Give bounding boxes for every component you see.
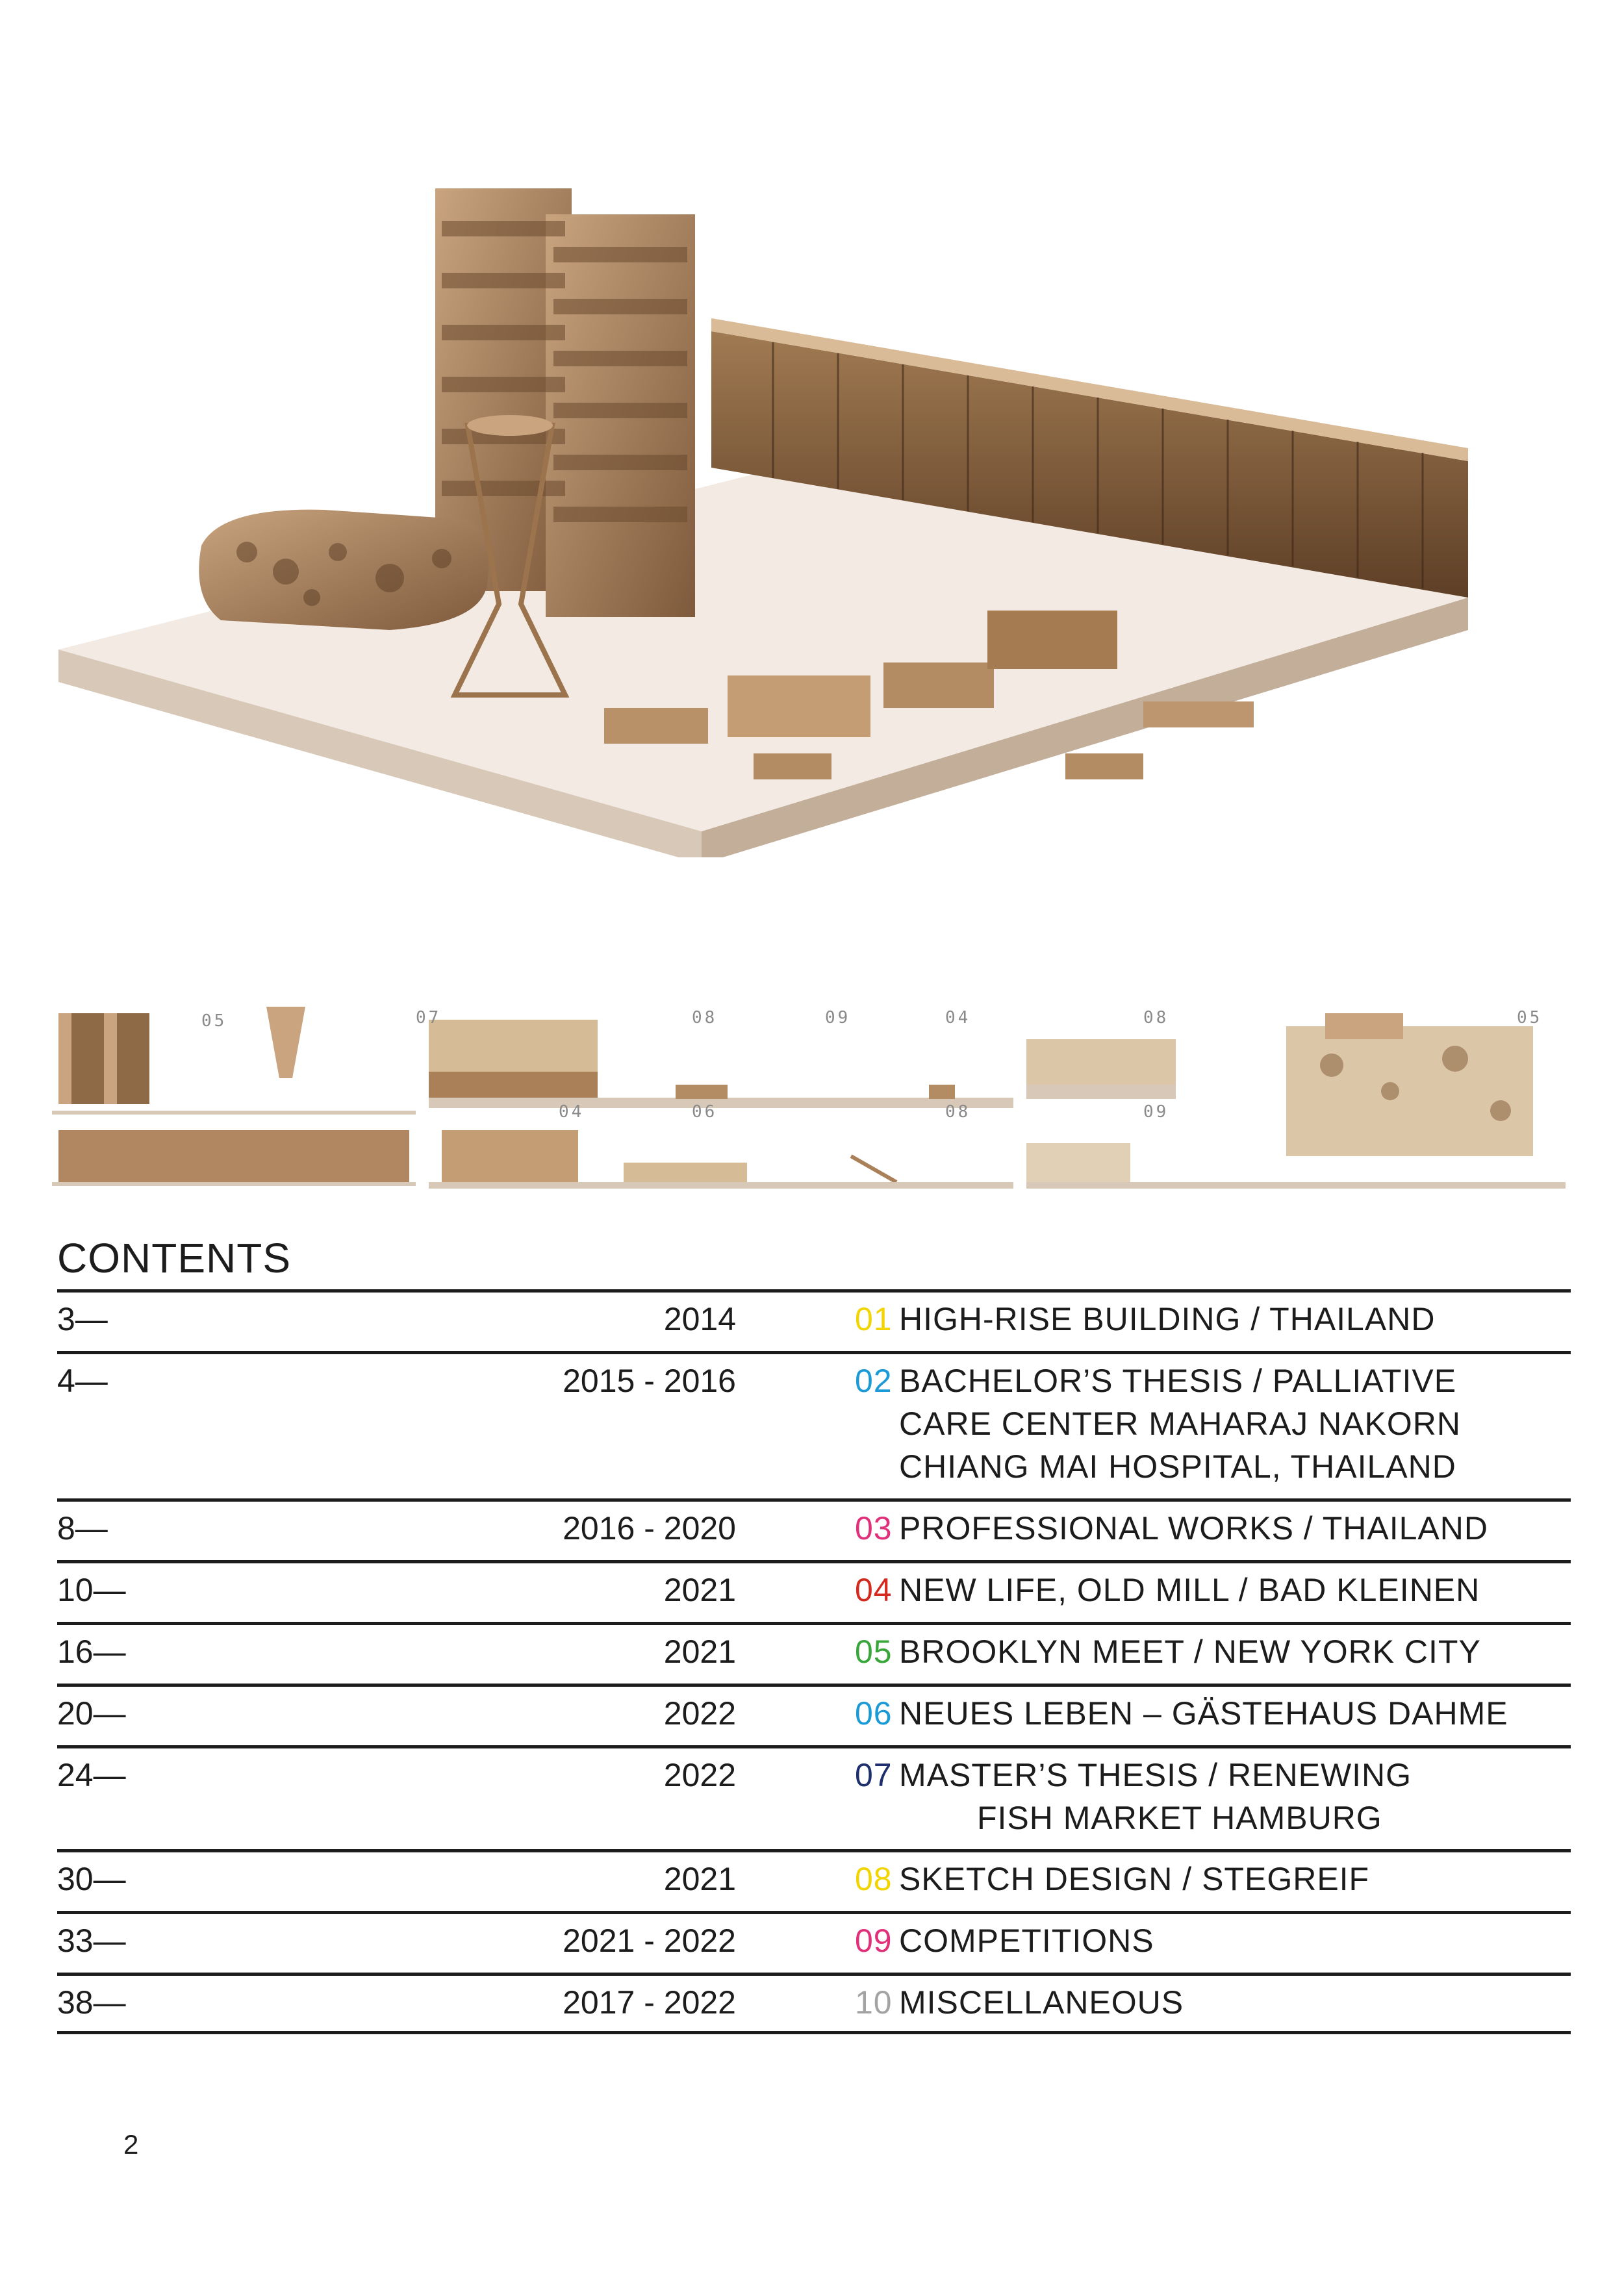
thumb-label: 04 xyxy=(559,1102,585,1122)
toc-title-line: NEUES LEBEN – GÄSTEHAUS DAHME xyxy=(899,1695,1508,1732)
toc-row xyxy=(57,1560,1571,1622)
toc-entry xyxy=(855,1858,1369,1900)
toc-years: 2022 xyxy=(663,1695,736,1732)
toc-number: 10 xyxy=(855,1984,893,2021)
toc-number: 09 xyxy=(855,1923,893,1959)
thumb-label: 06 xyxy=(692,1102,718,1122)
toc-row xyxy=(57,1973,1571,2034)
toc-page: 16— xyxy=(57,1634,126,1670)
toc-row xyxy=(57,1498,1571,1560)
toc-years: 2014 xyxy=(663,1301,736,1337)
toc-row xyxy=(57,1849,1571,1911)
toc-number: 01 xyxy=(855,1301,893,1337)
toc-title-line: CARE CENTER MAHARAJ NAKORN xyxy=(899,1406,1461,1442)
toc-number: 04 xyxy=(855,1572,893,1608)
toc-page: 33— xyxy=(57,1923,126,1959)
toc-page: 30— xyxy=(57,1861,126,1897)
toc-row xyxy=(57,1351,1571,1498)
toc-entry xyxy=(855,1630,1481,1673)
toc-years: 2021 xyxy=(663,1572,736,1608)
toc-page: 3— xyxy=(57,1301,108,1337)
toc-entry xyxy=(855,1359,1461,1488)
toc-page: 8— xyxy=(57,1510,108,1546)
toc-years: 2015 - 2016 xyxy=(563,1363,736,1399)
toc-years: 2017 - 2022 xyxy=(563,1984,736,2021)
toc-entry xyxy=(855,1298,1435,1341)
toc-years: 2016 - 2020 xyxy=(563,1510,736,1546)
toc-title-line: NEW LIFE, OLD MILL / BAD KLEINEN xyxy=(899,1572,1480,1608)
toc-page: 4— xyxy=(57,1363,108,1399)
toc-row xyxy=(57,1622,1571,1684)
page-number: 2 xyxy=(123,2129,139,2160)
thumb-label: 09 xyxy=(825,1008,851,1028)
toc-page: 38— xyxy=(57,1984,126,2021)
thumb-label: 08 xyxy=(692,1008,718,1028)
toc-entry xyxy=(855,1754,1412,1839)
toc-page: 10— xyxy=(57,1572,126,1608)
project-thumbnail-strip xyxy=(52,1000,1572,1208)
toc-title-line: FISH MARKET HAMBURG xyxy=(977,1800,1382,1836)
thumb-label: 04 xyxy=(945,1008,971,1028)
thumb-label: 07 xyxy=(416,1008,442,1028)
toc-row xyxy=(57,1745,1571,1849)
toc-title-line: BACHELOR’S THESIS / PALLIATIVE xyxy=(899,1363,1457,1399)
toc-page: 20— xyxy=(57,1695,126,1732)
toc-entry xyxy=(855,1919,1154,1962)
toc-years: 2021 xyxy=(663,1861,736,1897)
toc-title-line: HIGH-RISE BUILDING / THAILAND xyxy=(899,1301,1436,1337)
contents-heading: CONTENTS xyxy=(57,1235,291,1281)
toc-number: 07 xyxy=(855,1757,893,1793)
toc-number: 05 xyxy=(855,1634,893,1670)
toc-title-line: COMPETITIONS xyxy=(899,1923,1154,1959)
toc-title-line: PROFESSIONAL WORKS / THAILAND xyxy=(899,1510,1488,1546)
toc-years: 2022 xyxy=(663,1757,736,1793)
toc-entry xyxy=(855,1981,1184,2024)
thumb-label: 05 xyxy=(201,1011,227,1031)
toc-number: 03 xyxy=(855,1510,893,1546)
toc-page: 24— xyxy=(57,1757,126,1793)
toc-title-line: BROOKLYN MEET / NEW YORK CITY xyxy=(899,1634,1481,1670)
hero-model-illustration xyxy=(52,182,1481,857)
toc-row xyxy=(57,1289,1571,1351)
toc-number: 06 xyxy=(855,1695,893,1732)
toc-row xyxy=(57,1684,1571,1745)
toc-title-line: SKETCH DESIGN / STEGREIF xyxy=(899,1861,1370,1897)
toc-entry xyxy=(855,1569,1480,1611)
toc-title-line: MASTER’S THESIS / RENEWING xyxy=(899,1757,1412,1793)
thumb-label: 08 xyxy=(945,1102,971,1122)
toc-number: 02 xyxy=(855,1363,893,1399)
toc-entry xyxy=(855,1692,1508,1735)
toc-row xyxy=(57,1911,1571,1973)
toc-years: 2021 xyxy=(663,1634,736,1670)
toc-years: 2021 - 2022 xyxy=(563,1923,736,1959)
toc-entry xyxy=(855,1507,1488,1550)
thumb-label: 09 xyxy=(1143,1102,1169,1122)
table-of-contents xyxy=(57,1289,1571,2034)
thumb-label: 08 xyxy=(1143,1008,1169,1028)
toc-title-line: MISCELLANEOUS xyxy=(899,1984,1184,2021)
toc-title-line: CHIANG MAI HOSPITAL, THAILAND xyxy=(899,1448,1456,1485)
toc-number: 08 xyxy=(855,1861,893,1897)
thumb-label: 05 xyxy=(1517,1008,1543,1028)
